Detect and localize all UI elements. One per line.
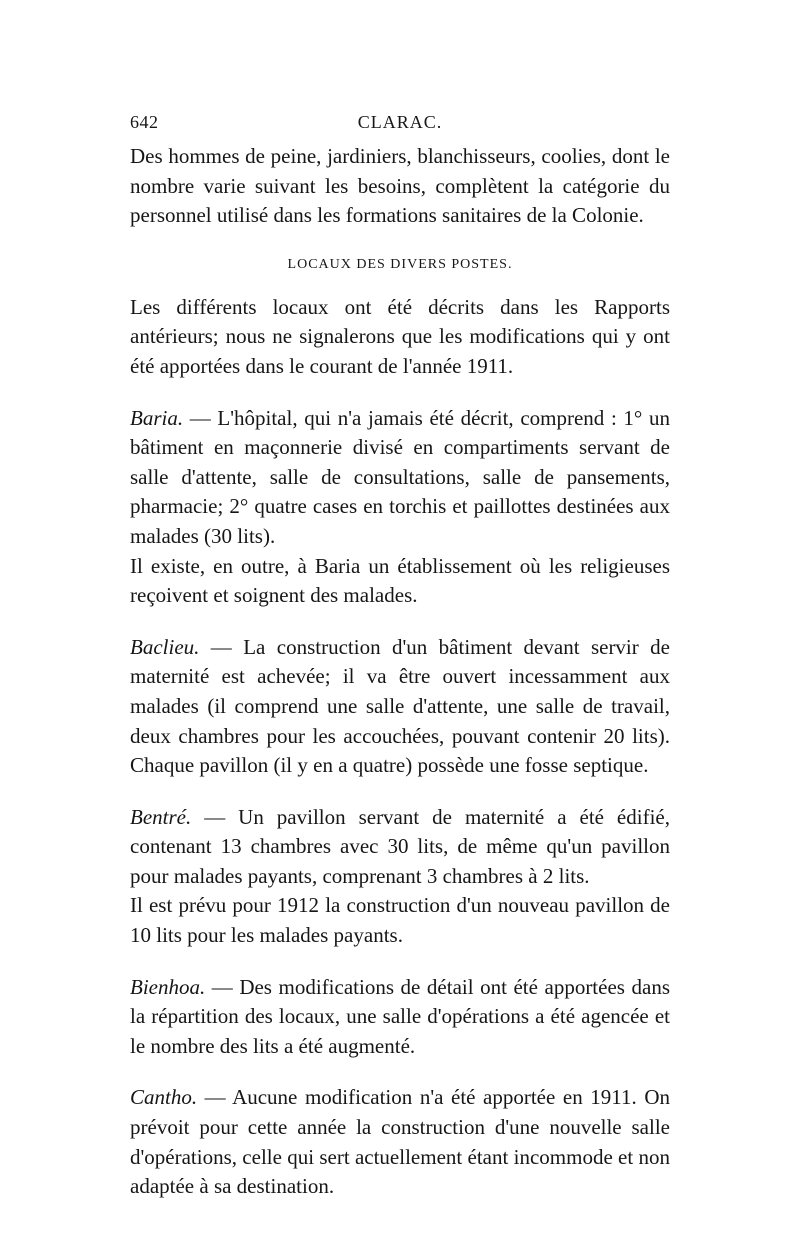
section-heading: LOCAUX DES DIVERS POSTES. xyxy=(287,256,513,272)
entry-text: — La construction d'un bâtiment devant servir de maternité est achevée; il va être ouvert incessamment aux malades (il comprend une salle d'attente, une salle de travail, deux chambres pour les accouchées, pouvant contenir 20 lits). Chaque pavillon (il y en a quatre) possède une fosse septique. xyxy=(130,634,670,778)
entry-paragraph xyxy=(130,404,670,552)
entry-name: Cantho. xyxy=(130,1085,198,1110)
entry-baria xyxy=(130,404,670,611)
intro-paragraph: Des hommes de peine, jardiniers, blanchisseurs, coolies, dont le nombre varie suivant les besoins, complètent la catégorie du personnel utilisé dans les formations sanitaires de la Colonie. xyxy=(130,144,670,228)
entry-bienhoa xyxy=(130,973,670,1062)
entry-bentre xyxy=(130,803,670,951)
entry-text: — L'hôpital, qui n'a jamais été décrit, comprend : 1° un bâtiment en maçonnerie divisé en compartiments servant de salle d'attente, salle de consultations, salle de pansements, pharmacie; 2° quatre cases en torchis et paillottes destinées aux malades (30 lits). xyxy=(130,405,670,548)
entry-continuation: Il est prévu pour 1912 la construction d'un nouveau pavillon de 10 lits pour les malades payants. xyxy=(130,893,670,948)
entry-name: Bentré. xyxy=(130,804,192,829)
entry-paragraph xyxy=(130,633,670,781)
page-number: 642 xyxy=(130,112,159,132)
entry-cantho xyxy=(130,1083,670,1201)
running-head xyxy=(130,112,670,142)
entry-paragraph xyxy=(130,1083,670,1201)
entry-name: Bienhoa. xyxy=(130,974,206,999)
section-lead-paragraph: Les différents locaux ont été décrits dans les Rapports antérieurs; nous ne signalerons que les modifications qui y ont été apportées dans le courant de l'année 1911. xyxy=(130,294,670,378)
entry-name: Baria. xyxy=(130,405,184,430)
entry-paragraph xyxy=(130,803,670,892)
entry-paragraph xyxy=(130,973,670,1062)
entry-text: — Des modifications de détail ont été apportées dans la répartition des locaux, une salle d'opérations a été agencée et le nombre des lits a été augmenté. xyxy=(130,974,670,1058)
entry-baclieu xyxy=(130,633,670,781)
running-title: CLARAC. xyxy=(357,112,443,132)
entry-name: Baclieu. xyxy=(130,634,200,659)
entry-text: — Un pavillon servant de maternité a été édifié, contenant 13 chambres avec 30 lits, de même qu'un pavillon pour malades payants, comprenant 3 chambres à 2 lits. xyxy=(130,804,670,888)
entry-text: — Aucune modification n'a été apportée en 1911. On prévoit pour cette année la construction d'une nouvelle salle d'opérations, celle qui sert actuellement étant incommode et non adaptée à sa destination. xyxy=(130,1085,670,1199)
document-page xyxy=(130,112,670,1202)
entry-continuation: Il existe, en outre, à Baria un établissement où les religieuses reçoivent et soignent des malades. xyxy=(130,553,670,608)
